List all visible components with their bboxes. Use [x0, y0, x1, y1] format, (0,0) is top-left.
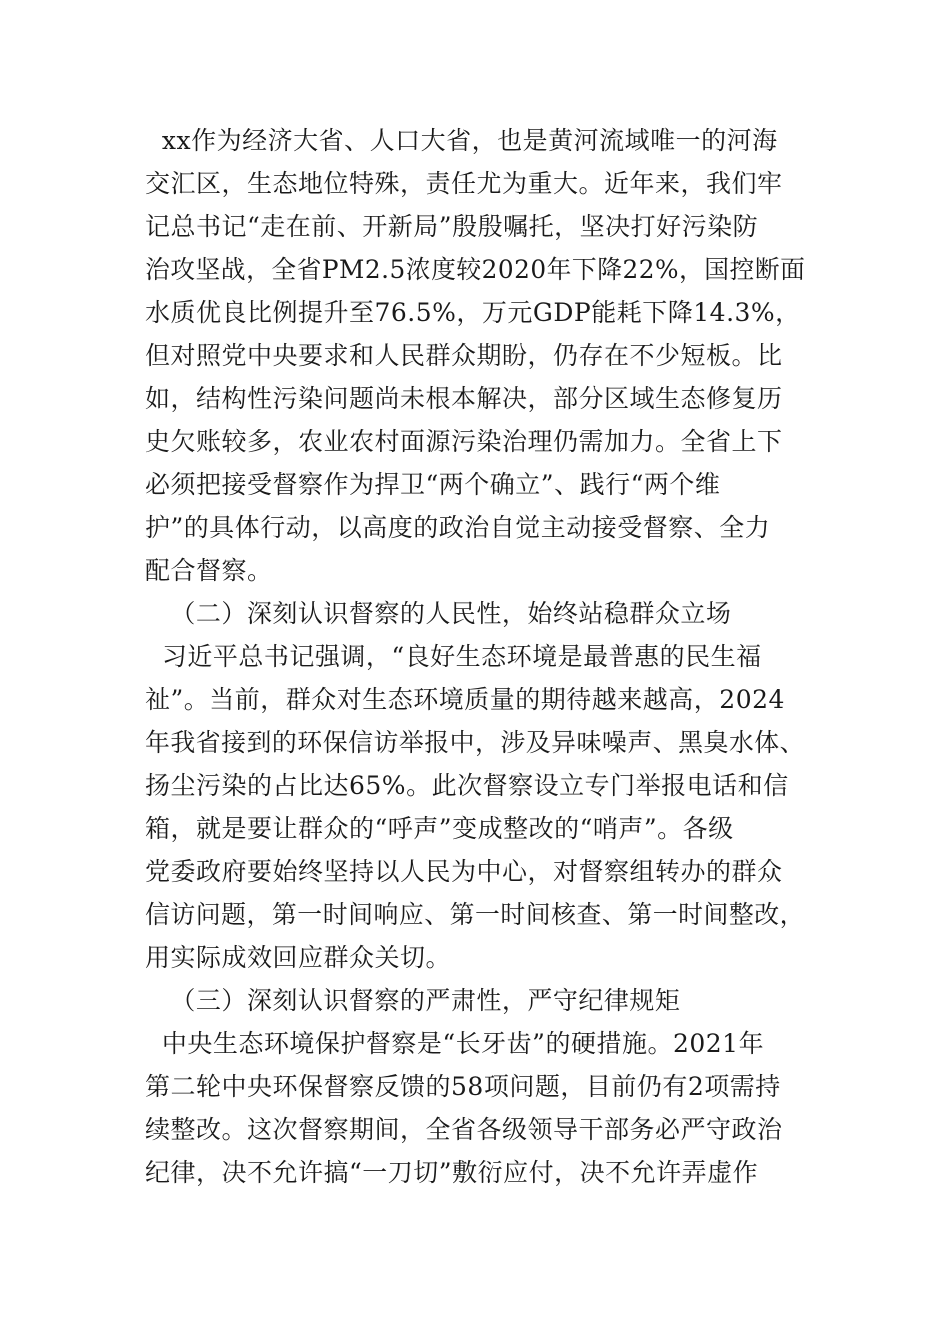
- paragraph-3-line-1: 中央生态环境保护督察是“长牙齿”的硬措施。2021年: [145, 1029, 765, 1058]
- paragraph-2-line-7: 信访问题，第一时间响应、第一时间核查、第一时间整改，: [145, 900, 806, 929]
- paragraph-1-line-3: 记总书记“走在前、开新局”殷殷嘱托，坚决打好污染防: [145, 212, 759, 241]
- paragraph-3-line-2: 第二轮中央环保督察反馈的58项问题，目前仍有2项需持: [145, 1072, 781, 1101]
- paragraph-3-line-4: 纪律，决不允许搞“一刀切”敷衍应付，决不允许弄虚作: [145, 1158, 759, 1187]
- paragraph-1-line-1: xx作为经济大省、人口大省，也是黄河流域唯一的河海: [145, 126, 778, 155]
- paragraph-1-line-8: 史欠账较多，农业农村面源污染治理仍需加力。全省上下: [145, 427, 783, 456]
- section-heading-2: （二）深刻认识督察的人民性，始终站稳群众立场: [145, 599, 732, 628]
- paragraph-1-line-11: 配合督察。: [145, 556, 273, 585]
- paragraph-2-line-5: 箱，就是要让群众的“呼声”变成整改的“哨声”。各级: [145, 814, 734, 843]
- paragraph-2-line-8: 用实际成效回应群众关切。: [145, 943, 452, 972]
- paragraph-2-line-1: 习近平总书记强调，“良好生态环境是最普惠的民生福: [145, 642, 762, 671]
- paragraph-2-line-2: 祉”。当前，群众对生态环境质量的期待越来越高，2024: [145, 685, 785, 714]
- paragraph-1-line-9: 必须把接受督察作为捍卫“两个确立”、践行“两个维: [145, 470, 721, 499]
- paragraph-1-line-5: 水质优良比例提升至76.5%，万元GDP能耗下降14.3%，: [145, 298, 801, 327]
- paragraph-2-line-6: 党委政府要始终坚持以人民为中心，对督察组转办的群众: [145, 857, 783, 886]
- section-heading-3: （三）深刻认识督察的严肃性，严守纪律规矩: [145, 986, 681, 1015]
- paragraph-3-line-3: 续整改。这次督察期间，全省各级领导干部务必严守政治: [145, 1115, 783, 1144]
- paragraph-1-line-10: 护”的具体行动，以高度的政治自觉主动接受督察、全力: [145, 513, 771, 542]
- paragraph-1-line-6: 但对照党中央要求和人民群众期盼，仍存在不少短板。比: [145, 341, 783, 370]
- paragraph-1-line-2: 交汇区，生态地位特殊，责任尤为重大。近年来，我们牢: [145, 169, 783, 198]
- paragraph-1-line-7: 如，结构性污染问题尚未根本解决，部分区域生态修复历: [145, 384, 783, 413]
- paragraph-1-line-4: 治攻坚战，全省PM2.5浓度较2020年下降22%，国控断面: [145, 255, 806, 284]
- paragraph-2-line-3: 年我省接到的环保信访举报中，涉及异味噪声、黑臭水体、: [145, 728, 806, 757]
- paragraph-2-line-4: 扬尘污染的占比达65%。此次督察设立专门举报电话和信: [145, 771, 789, 800]
